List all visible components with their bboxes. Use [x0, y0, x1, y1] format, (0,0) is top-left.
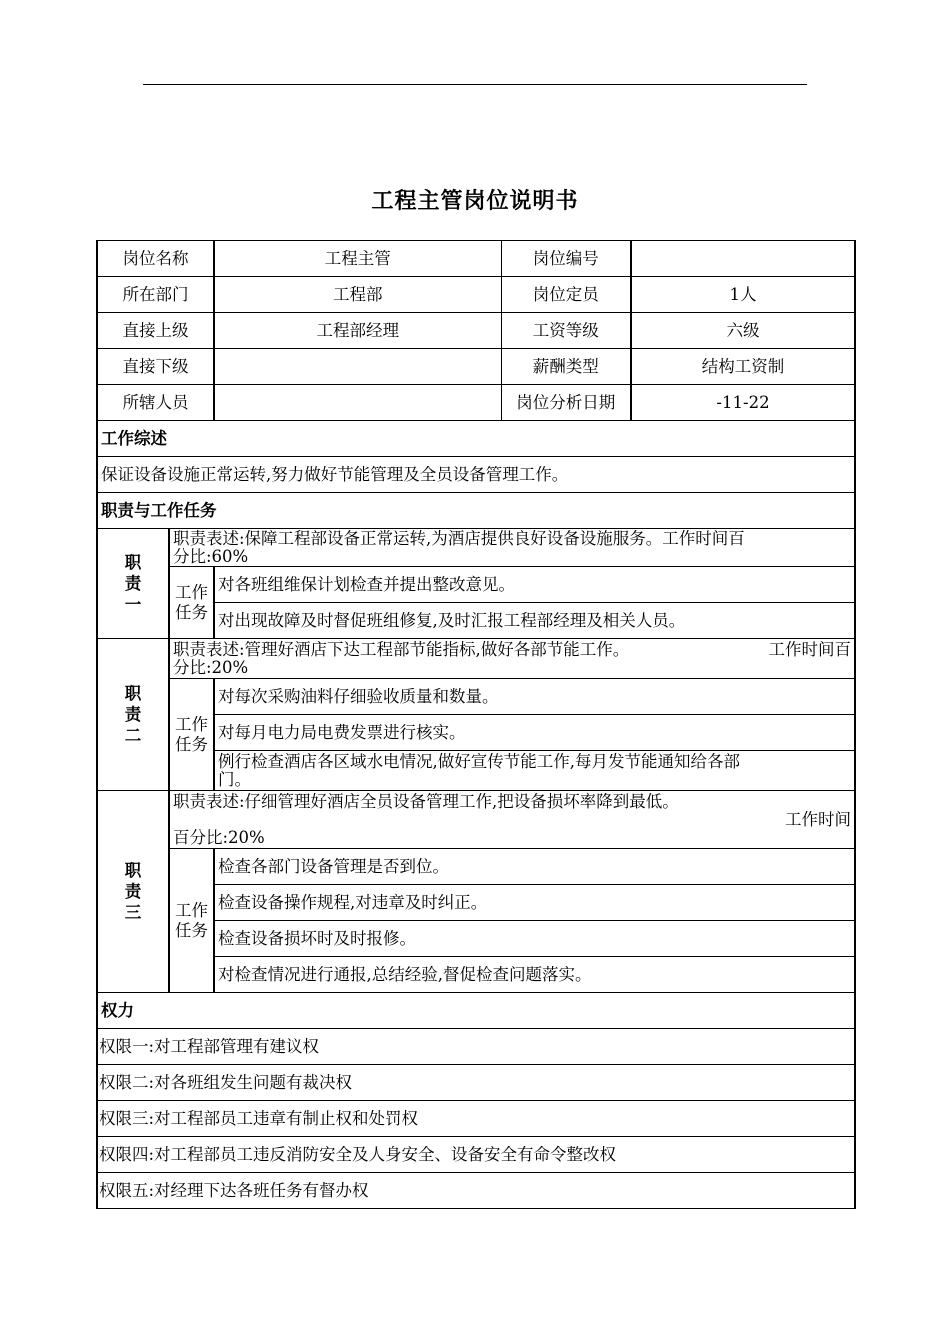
- field-value: 工程部: [214, 277, 501, 313]
- info-row: [97, 385, 855, 421]
- section-header-row: [97, 993, 855, 1029]
- field-value: [214, 349, 501, 385]
- authority-item: 权限一:对工程部管理有建议权: [97, 1029, 855, 1065]
- duty-2-label: 职 责 二: [97, 639, 169, 791]
- task-row: [97, 849, 855, 885]
- authority-row: [97, 1101, 855, 1137]
- field-label: 岗位编号: [501, 241, 631, 277]
- task-item: 检查设备操作规程,对违章及时纠正。: [214, 885, 855, 921]
- field-label: 岗位分析日期: [501, 385, 631, 421]
- task-item: 对检查情况进行通报,总结经验,督促检查问题落实。: [214, 957, 855, 993]
- field-label: 岗位名称: [97, 241, 214, 277]
- task-label: 工作 任务: [169, 849, 214, 993]
- authority-item: 权限五:对经理下达各班任务有督办权: [97, 1173, 855, 1209]
- task-row: [97, 679, 855, 715]
- field-value: 六级: [631, 313, 855, 349]
- task-label: 工作 任务: [169, 567, 214, 639]
- field-value: 结构工资制: [631, 349, 855, 385]
- header-rule: [143, 84, 807, 85]
- authority-row: [97, 1065, 855, 1101]
- info-row: [97, 313, 855, 349]
- duty-1-label: 职 责 一: [97, 529, 169, 639]
- authority-item: 权限四:对工程部员工违反消防安全及人身安全、设备安全有命令整改权: [97, 1137, 855, 1173]
- task-label: 工作 任务: [169, 679, 214, 791]
- document-title: 工程主管岗位说明书: [371, 189, 579, 214]
- section-header-row: [97, 493, 855, 529]
- task-row: [97, 567, 855, 603]
- duty-1-description: 职责表述:保障工程部设备正常运转,为酒店提供良好设备设施服务。工作时间百 分比:60%: [169, 529, 855, 567]
- field-value: 1人: [631, 277, 855, 313]
- field-label: 直接下级: [97, 349, 214, 385]
- task-item: 对各班组维保计划检查并提出整改意见。: [214, 567, 855, 603]
- duty-description-row: [97, 639, 855, 679]
- authority-row: [97, 1137, 855, 1173]
- authority-item: 权限二:对各班组发生问题有裁决权: [97, 1065, 855, 1101]
- authority-row: [97, 1173, 855, 1209]
- field-label: 所辖人员: [97, 385, 214, 421]
- field-label: 岗位定员: [501, 277, 631, 313]
- field-value: [214, 385, 501, 421]
- duty-2-description: 职责表述:管理好酒店下达工程部节能指标,做好各部节能工作。 工作时间百 分比:20%: [169, 639, 855, 679]
- task-item: 对每月电力局电费发票进行核实。: [214, 715, 855, 751]
- duty-description-row: [97, 529, 855, 567]
- task-item: 对出现故障及时督促班组修复,及时汇报工程部经理及相关人员。: [214, 603, 855, 639]
- section-header-row: [97, 421, 855, 457]
- summary-row: [97, 457, 855, 493]
- info-row: [97, 241, 855, 277]
- duty-3-description: 职责表述:仔细管理好酒店全员设备管理工作,把设备损坏率降到最低。 工作时间 百分比:20%: [169, 791, 855, 849]
- job-description-table: [96, 240, 856, 1209]
- summary-text: 保证设备设施正常运转,努力做好节能管理及全员设备管理工作。: [97, 457, 855, 493]
- authority-item: 权限三:对工程部员工违章有制止权和处罚权: [97, 1101, 855, 1137]
- field-value: -11-22: [631, 385, 855, 421]
- field-label: 直接上级: [97, 313, 214, 349]
- info-row: [97, 277, 855, 313]
- info-row: [97, 349, 855, 385]
- summary-heading: 工作综述: [97, 421, 855, 457]
- task-item: 检查设备损坏时及时报修。: [214, 921, 855, 957]
- field-label: 薪酬类型: [501, 349, 631, 385]
- field-value: 工程主管: [214, 241, 501, 277]
- authority-row: [97, 1029, 855, 1065]
- task-item: 检查各部门设备管理是否到位。: [214, 849, 855, 885]
- duty-3-label: 职 责 三: [97, 791, 169, 993]
- field-value: [631, 241, 855, 277]
- duties-heading: 职责与工作任务: [97, 493, 855, 529]
- authority-heading: 权力: [97, 993, 855, 1029]
- duty-description-row: [97, 791, 855, 849]
- field-label: 工资等级: [501, 313, 631, 349]
- task-item: 对每次采购油料仔细验收质量和数量。: [214, 679, 855, 715]
- field-label: 所在部门: [97, 277, 214, 313]
- task-item: 例行检查酒店各区域水电情况,做好宣传节能工作,每月发节能通知给各部 门。: [214, 751, 855, 791]
- field-value: 工程部经理: [214, 313, 501, 349]
